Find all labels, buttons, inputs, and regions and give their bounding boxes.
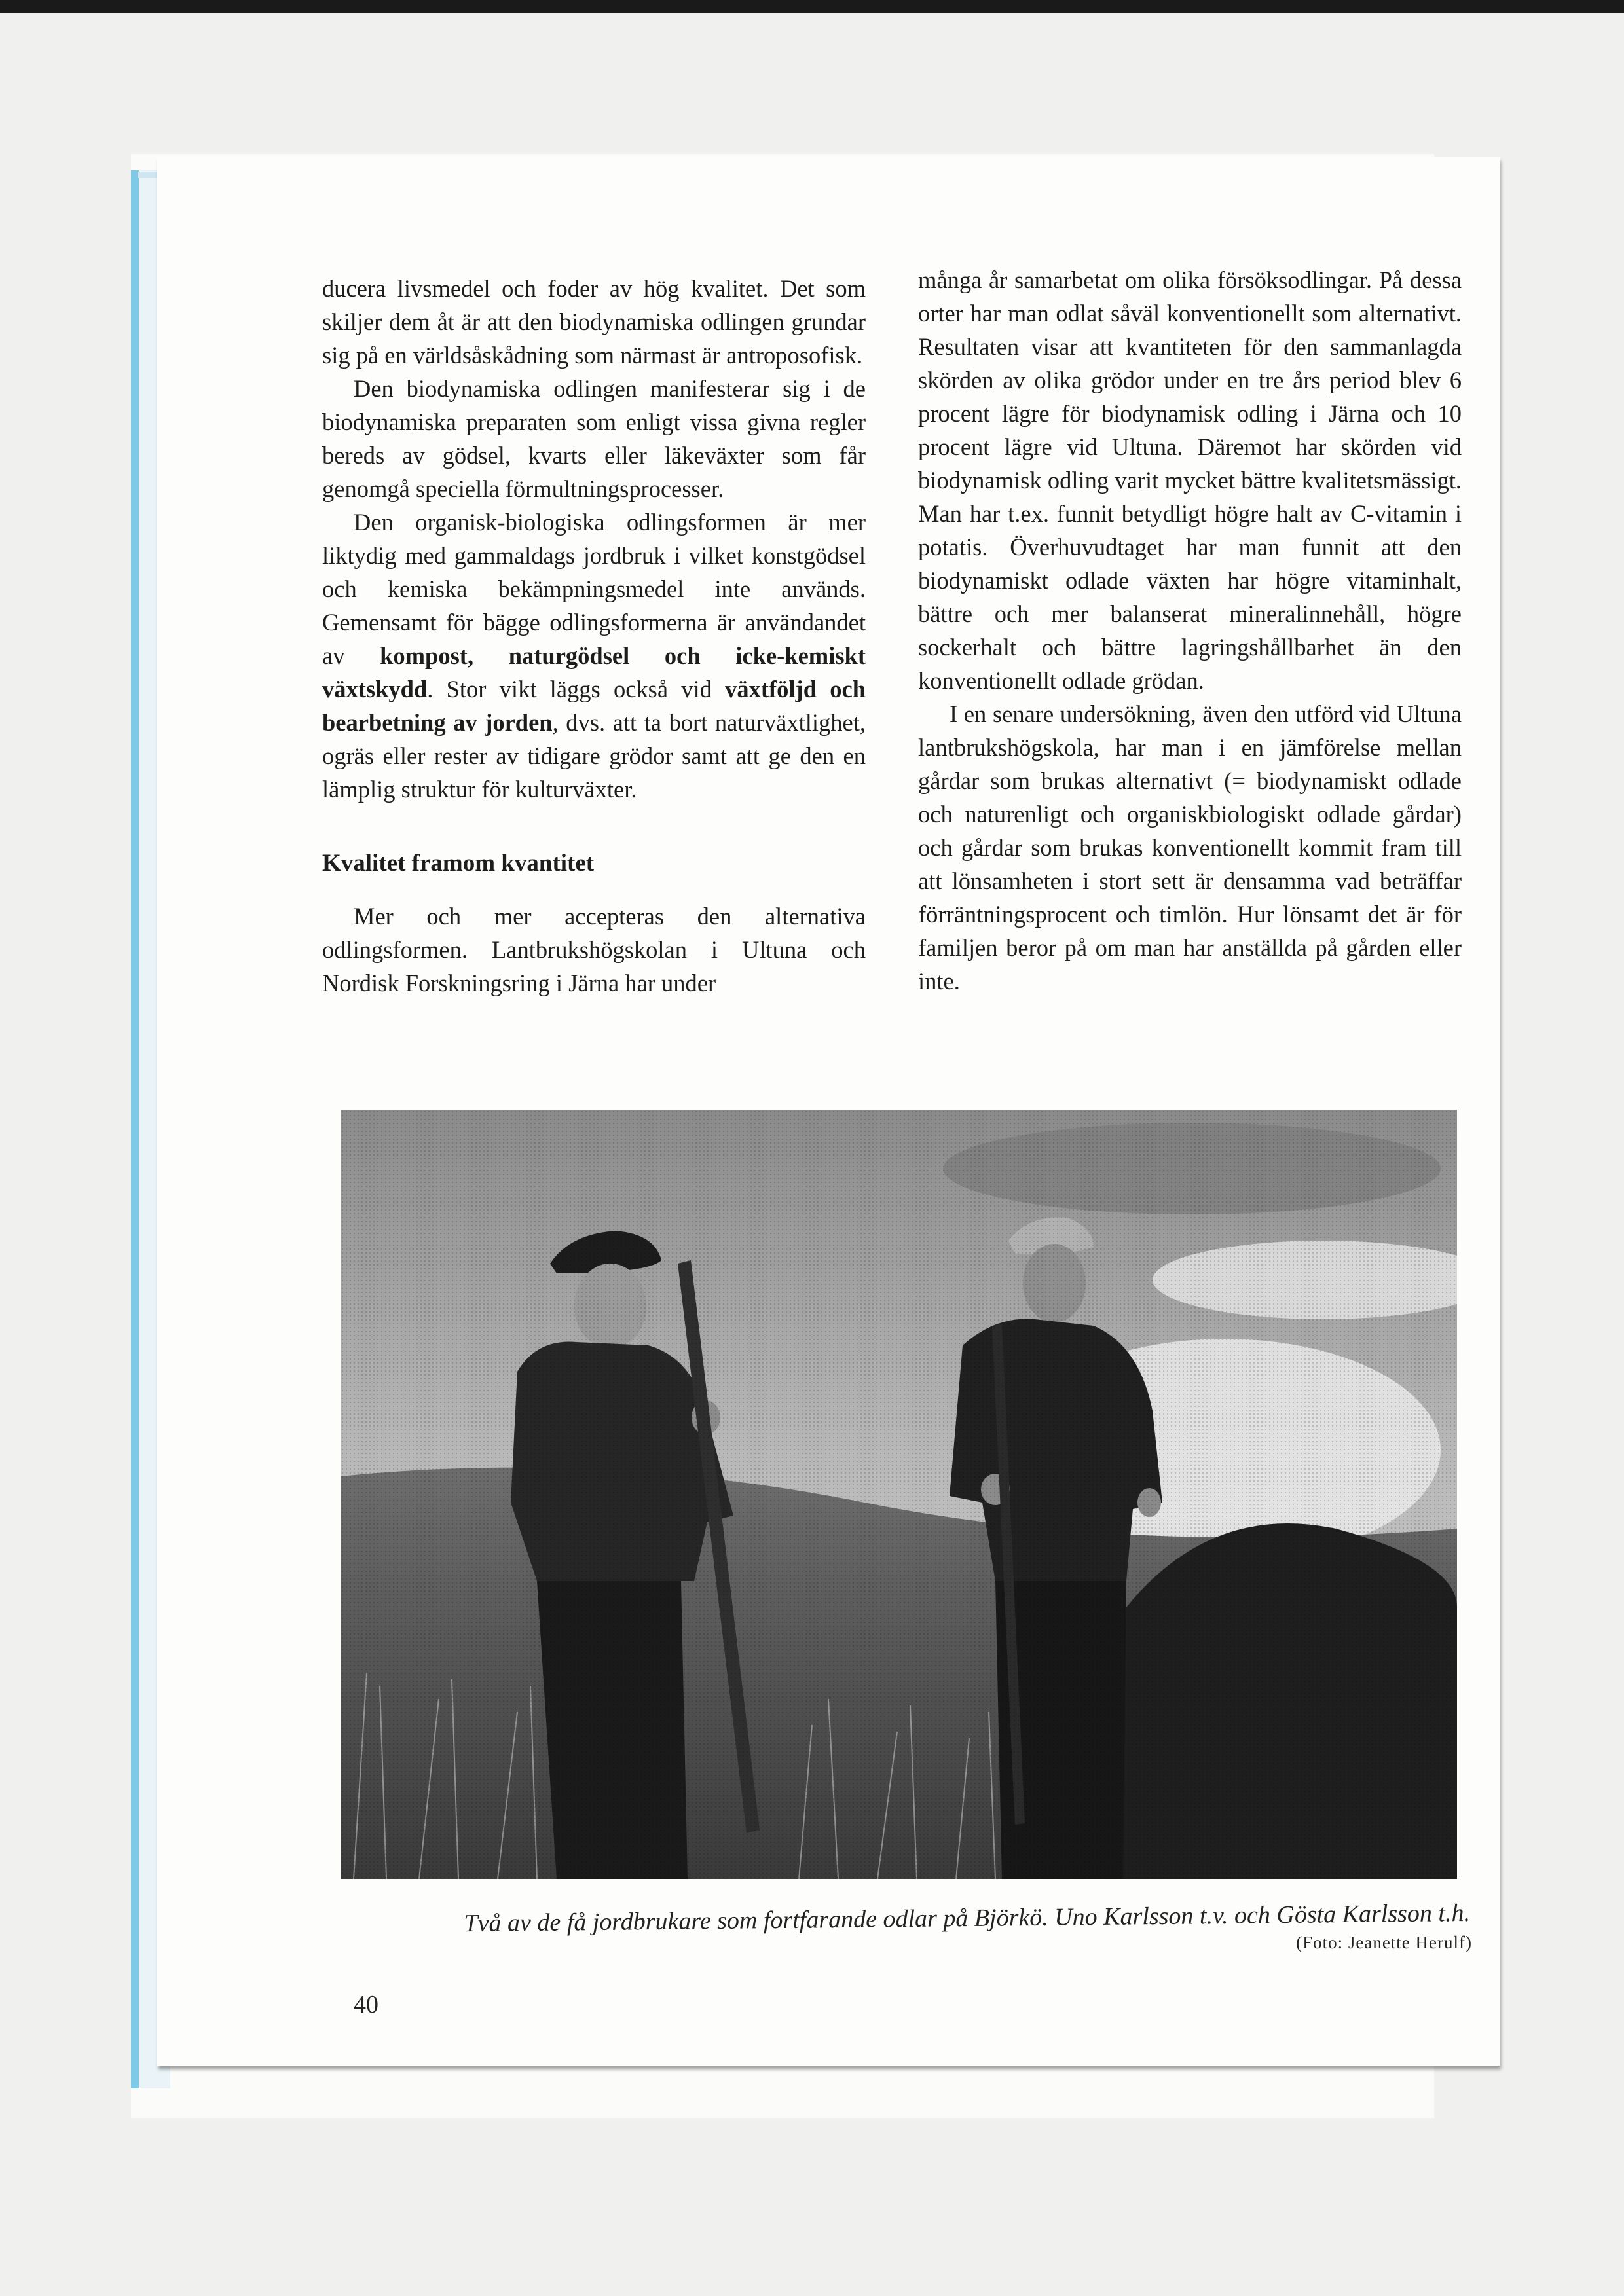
left-column: [322, 272, 866, 1000]
text: . Stor vikt läggs också vid: [427, 676, 726, 702]
scanner-edge: [0, 0, 1624, 13]
paragraph: många år samarbetat om olika försöksodlingar. På dessa orter har man odlat såväl konventionellt som alternativt. Resultaten visar att kvantiteten för den sammanlagda skörden av olika grödor under en tre års period blev 6 procent lägre för biodynamisk odling i Järna och 10 procent lägre vid Ultuna. Däremot har skörden vid biodynamisk odling varit mycket bättre kvalitetsmässigt. Man har t.ex. funnit betydligt högre halt av C-vitamin i potatis. Överhuvudtaget har man funnit att den biodynamiskt odlade växten har högre vitaminhalt, bättre och mer balanserat mineralinnehåll, högre sockerhalt och bättre lagringshållbarhet än den konventionellt odlade grödan.: [918, 266, 1462, 694]
bold-text: växtföljd och bearbetning av jorden: [322, 676, 866, 736]
photo-credit: (Foto: Jeanette Herulf): [1296, 1933, 1472, 1952]
bold-text: kompost, naturgödsel och icke-kemiskt växtskydd: [322, 642, 866, 702]
photo-caption: Två av de få jordbrukare som fortfarande odlar på Björkö. Uno Karlsson t.v. och Gösta Karlsson t.h.: [464, 1899, 1471, 1938]
text: Den organisk-biologiska odlingsformen är mer liktydig med gammaldags jordbruk i vilket konstgödsel och kemiska bekämpningsmedel inte används. Gemensamt för bägge odlingsformerna är användandet av: [322, 509, 866, 669]
page-number: 40: [354, 1991, 378, 2018]
document-page: [157, 157, 1500, 2066]
right-column: [918, 263, 1462, 998]
paragraph: [322, 505, 866, 806]
paragraph: I en senare undersökning, även den utförd vid Ultuna lantbrukshögskola, har man i en jämförelse mellan gårdar som brukas alternativt (= biodynamiskt odlade och naturenligt och organiskbiologiskt odlade gårdar) och gårdar som brukas konventionellt kommit fram till att lönsamheten i stort sett är densamma vad beträffar förräntningsprocent och timlön. Hur lönsamt det är för familjen beror på om man har anställda på gården eller inte.: [918, 701, 1462, 994]
text: , dvs. att ta bort naturväxtlighet, ogräs eller rester av tidigare grödor samt att ge den en lämplig struktur för kulturväxter.: [322, 709, 866, 803]
paragraph: ducera livsmedel och foder av hög kvalitet. Det som skiljer dem åt är att den biodynamiska odlingen grundar sig på en världsåskådning som närmast är antroposofisk.: [322, 275, 866, 369]
paragraph: Den biodynamiska odlingen manifesterar sig i de biodynamiska preparaten som enligt vissa givna regler bereds av gödsel, kvarts eller läkeväxter som får genomgå speciella förmultningsprocesser.: [322, 375, 866, 502]
farmers-photo: [341, 1110, 1457, 1879]
section-heading: Kvalitet framom kvantitet: [322, 850, 595, 877]
paragraph: Mer och mer accepteras den alternativa odlingsformen. Lantbrukshögskolan i Ultuna och Nordisk Forskningsring i Järna har under: [322, 903, 866, 996]
